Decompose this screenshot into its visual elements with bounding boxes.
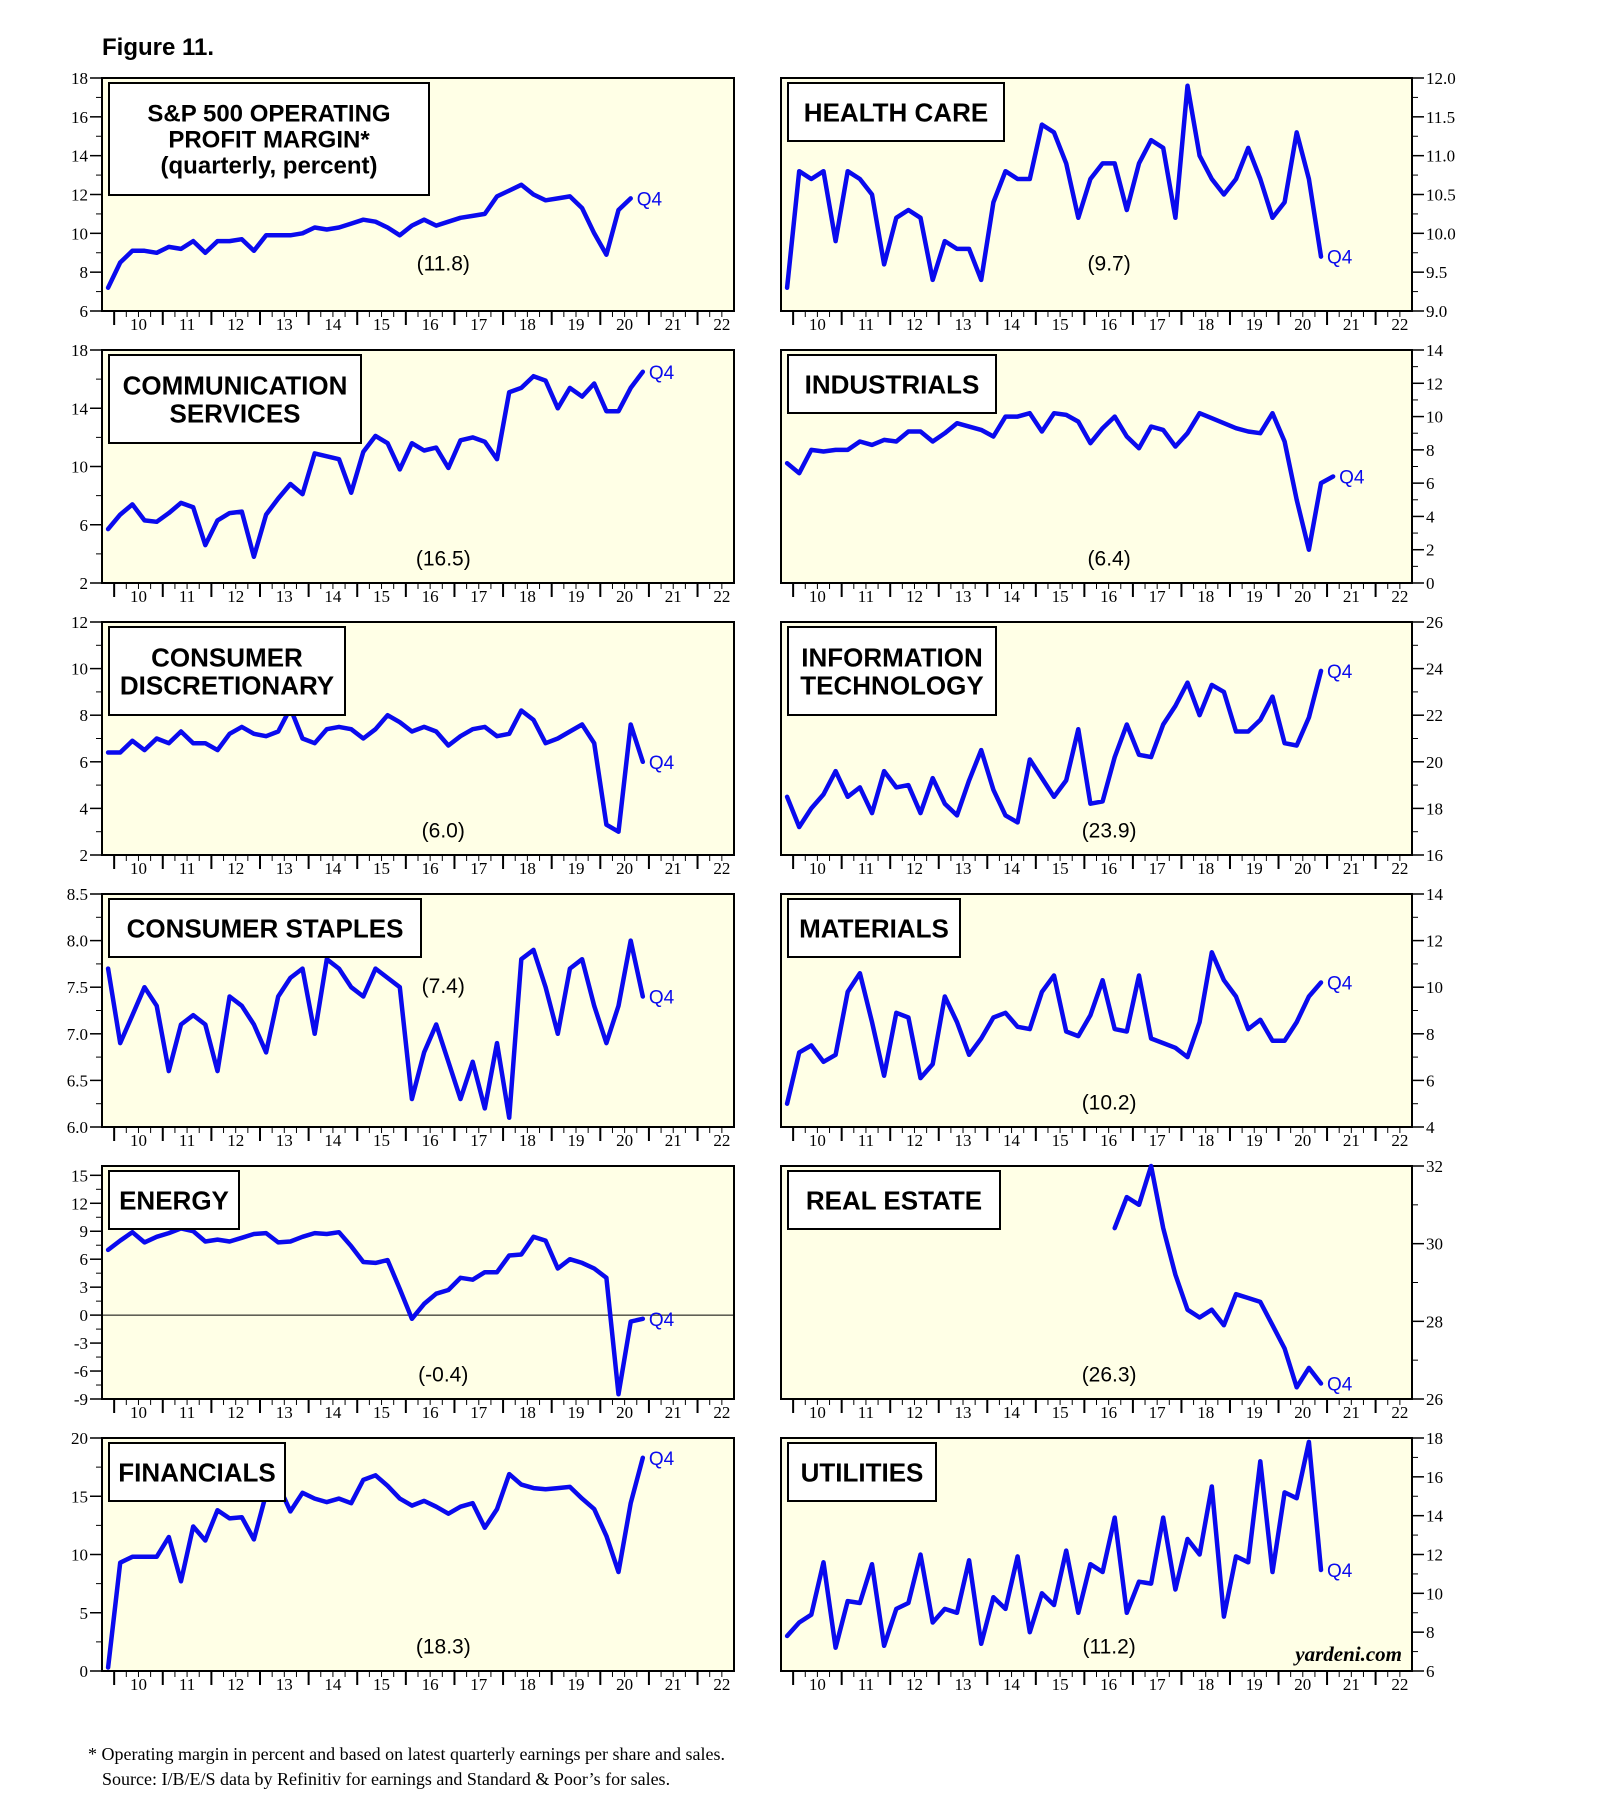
x-tick-label: 11 — [857, 1675, 875, 1694]
y-tick-label: -9 — [73, 1390, 88, 1409]
x-tick-label: 19 — [1245, 1403, 1263, 1422]
x-tick-label: 22 — [1391, 315, 1409, 334]
x-tick-label: 15 — [1051, 859, 1069, 878]
x-tick-label: 13 — [954, 859, 972, 878]
x-tick-label: 11 — [857, 859, 875, 878]
y-tick-label: 16 — [1426, 846, 1443, 865]
x-tick-label: 21 — [1342, 1675, 1360, 1694]
x-tick-label: 14 — [1003, 1403, 1021, 1422]
x-tick-label: 15 — [373, 859, 391, 878]
x-tick-label: 14 — [1003, 315, 1021, 334]
x-tick-label: 19 — [1245, 587, 1263, 606]
x-tick-label: 13 — [954, 1675, 972, 1694]
y-tick-label: 3 — [79, 1278, 88, 1298]
x-tick-label: 19 — [567, 315, 585, 334]
x-tick-label: 19 — [567, 1403, 585, 1422]
x-tick-label: 13 — [275, 587, 293, 606]
x-tick-label: 14 — [1003, 1131, 1021, 1150]
x-tick-label: 12 — [227, 587, 245, 606]
x-tick-label: 17 — [1148, 315, 1166, 334]
y-tick-label: 16 — [1426, 1467, 1443, 1487]
x-tick-label: 14 — [324, 1403, 342, 1422]
y-tick-label: 7.5 — [66, 978, 88, 998]
x-tick-label: 13 — [275, 1131, 293, 1150]
chart-title: DISCRETIONARY — [119, 670, 335, 701]
y-tick-label: 18 — [1426, 1429, 1443, 1448]
x-tick-label: 14 — [1003, 859, 1021, 878]
y-tick-label: 10 — [1426, 1584, 1443, 1604]
y-tick-label: 10.5 — [1426, 185, 1456, 205]
x-tick-label: 15 — [373, 1131, 391, 1150]
x-tick-label: 11 — [857, 1403, 875, 1422]
y-tick-label: 6 — [1426, 1662, 1435, 1681]
x-tick-label: 12 — [227, 859, 245, 878]
y-tick-label: 20 — [71, 1429, 88, 1448]
x-tick-label: 15 — [1051, 315, 1069, 334]
x-tick-label: 20 — [1294, 1675, 1312, 1694]
end-label: Q4 — [1326, 973, 1353, 995]
x-tick-label: 22 — [713, 1675, 731, 1694]
x-tick-label: 10 — [129, 1675, 147, 1694]
x-tick-label: 10 — [129, 859, 147, 878]
y-tick-label: 0 — [1426, 574, 1435, 593]
y-tick-label: 14 — [1426, 1506, 1443, 1526]
x-tick-label: 13 — [954, 1403, 972, 1422]
y-tick-label: 6.5 — [66, 1071, 88, 1091]
end-label: Q4 — [648, 1448, 675, 1470]
y-tick-label: -3 — [73, 1334, 88, 1354]
x-tick-label: 18 — [518, 315, 536, 334]
x-tick-label: 22 — [713, 859, 731, 878]
y-tick-label: 8.5 — [66, 885, 88, 904]
x-tick-label: 14 — [324, 1675, 342, 1694]
latest-value-label: (23.9) — [1081, 819, 1137, 843]
x-tick-label: 10 — [808, 1131, 826, 1150]
latest-value-label: (16.5) — [415, 547, 471, 571]
watermark: yardeni.com — [1295, 1642, 1402, 1666]
x-tick-label: 10 — [808, 587, 826, 606]
y-tick-label: 10 — [1426, 407, 1443, 427]
y-tick-label: 6 — [79, 515, 88, 535]
y-tick-label: 6 — [1426, 474, 1435, 494]
x-tick-label: 17 — [470, 1403, 488, 1422]
chart-title: CONSUMER — [151, 642, 303, 673]
y-tick-label: 12 — [1426, 931, 1443, 951]
x-tick-label: 20 — [616, 1403, 634, 1422]
x-tick-label: 21 — [664, 587, 682, 606]
y-tick-label: 32 — [1426, 1157, 1443, 1176]
x-tick-label: 13 — [275, 1675, 293, 1694]
y-tick-label: 16 — [71, 107, 88, 127]
x-tick-label: 16 — [421, 1403, 439, 1422]
chart-real-estate — [781, 1157, 1443, 1422]
x-tick-label: 13 — [275, 859, 293, 878]
y-tick-label: 6 — [79, 752, 88, 772]
x-tick-label: 17 — [1148, 859, 1166, 878]
x-tick-label: 12 — [227, 315, 245, 334]
x-tick-label: 12 — [905, 1675, 923, 1694]
x-tick-label: 21 — [664, 1675, 682, 1694]
y-tick-label: 30 — [1426, 1234, 1443, 1254]
x-tick-label: 13 — [275, 1403, 293, 1422]
x-tick-label: 16 — [421, 1675, 439, 1694]
end-label: Q4 — [648, 1309, 675, 1331]
end-label: Q4 — [1326, 1374, 1353, 1396]
x-tick-label: 18 — [1197, 859, 1215, 878]
y-tick-label: 11.0 — [1426, 146, 1456, 166]
x-tick-label: 18 — [518, 1675, 536, 1694]
x-tick-label: 16 — [1100, 1131, 1118, 1150]
x-tick-label: 18 — [518, 1403, 536, 1422]
x-tick-label: 11 — [178, 859, 196, 878]
x-tick-label: 10 — [129, 1131, 147, 1150]
chart-information-technology — [781, 613, 1444, 878]
x-tick-label: 11 — [178, 1131, 196, 1150]
x-tick-label: 18 — [1197, 1131, 1215, 1150]
footnote — [88, 1742, 725, 1792]
x-tick-label: 14 — [324, 587, 342, 606]
x-tick-label: 12 — [905, 1131, 923, 1150]
x-tick-label: 18 — [518, 859, 536, 878]
end-label: Q4 — [648, 752, 675, 774]
end-label: Q4 — [1326, 661, 1353, 683]
x-tick-label: 12 — [227, 1403, 245, 1422]
x-tick-label: 20 — [1294, 587, 1312, 606]
chart-title: TECHNOLOGY — [800, 670, 984, 701]
x-tick-label: 18 — [518, 1131, 536, 1150]
latest-value-label: (26.3) — [1081, 1363, 1137, 1387]
x-tick-label: 10 — [808, 315, 826, 334]
chart-title: SERVICES — [169, 398, 301, 429]
latest-value-label: (9.7) — [1087, 252, 1131, 276]
chart-title: INFORMATION — [801, 642, 983, 673]
x-tick-label: 15 — [373, 587, 391, 606]
end-label: Q4 — [636, 189, 663, 211]
y-tick-label: 4 — [1426, 507, 1435, 527]
x-tick-label: 12 — [227, 1131, 245, 1150]
x-tick-label: 20 — [1294, 1403, 1312, 1422]
y-tick-label: 9 — [79, 1222, 88, 1242]
x-tick-label: 21 — [1342, 1403, 1360, 1422]
y-tick-label: 4 — [1426, 1118, 1435, 1137]
footnote-source: Source: I/B/E/S data by Refinitiv for earnings and Standard & Poor’s for sales. — [102, 1769, 671, 1789]
x-tick-label: 20 — [616, 315, 634, 334]
x-tick-label: 18 — [1197, 315, 1215, 334]
x-tick-label: 18 — [1197, 587, 1215, 606]
y-tick-label: 12 — [71, 185, 88, 205]
y-tick-label: 8 — [1426, 440, 1435, 460]
x-tick-label: 17 — [1148, 587, 1166, 606]
x-tick-label: 16 — [1100, 1675, 1118, 1694]
x-tick-label: 20 — [1294, 1131, 1312, 1150]
x-tick-label: 20 — [1294, 859, 1312, 878]
chart-communication — [71, 341, 734, 606]
x-tick-label: 17 — [470, 1131, 488, 1150]
x-tick-label: 11 — [178, 587, 196, 606]
x-tick-label: 22 — [713, 1403, 731, 1422]
y-tick-label: 0 — [79, 1306, 88, 1326]
y-tick-label: 12 — [71, 613, 88, 632]
x-tick-label: 16 — [421, 859, 439, 878]
x-tick-label: 21 — [664, 1403, 682, 1422]
x-tick-label: 20 — [1294, 315, 1312, 334]
y-tick-label: 20 — [1426, 752, 1443, 772]
y-tick-label: 4 — [79, 799, 88, 819]
y-tick-label: 6 — [1426, 1071, 1435, 1091]
end-label: Q4 — [1339, 467, 1365, 489]
x-tick-label: 16 — [1100, 1403, 1118, 1422]
x-tick-label: 10 — [129, 1403, 147, 1422]
y-tick-label: 6 — [79, 1250, 88, 1270]
x-tick-label: 11 — [857, 315, 875, 334]
chart-title: ENERGY — [119, 1185, 229, 1216]
chart-title: CONSUMER STAPLES — [126, 913, 404, 944]
y-tick-label: 9.0 — [1426, 302, 1448, 321]
chart-utilities — [781, 1429, 1444, 1694]
latest-value-label: (-0.4) — [418, 1363, 469, 1387]
end-label: Q4 — [648, 362, 675, 384]
x-tick-label: 16 — [1100, 859, 1118, 878]
x-tick-label: 19 — [567, 1131, 585, 1150]
y-tick-label: 18 — [71, 69, 88, 88]
y-tick-label: 18 — [71, 341, 88, 360]
x-tick-label: 17 — [470, 859, 488, 878]
x-tick-label: 11 — [178, 1403, 196, 1422]
x-tick-label: 14 — [1003, 1675, 1021, 1694]
chart-industrials — [781, 341, 1444, 606]
latest-value-label: (18.3) — [415, 1635, 471, 1659]
y-tick-label: 8 — [1426, 1623, 1435, 1643]
y-tick-label: 10.0 — [1426, 224, 1456, 244]
latest-value-label: (11.8) — [416, 252, 470, 276]
x-tick-label: 13 — [954, 1131, 972, 1150]
chart-title: REAL ESTATE — [805, 1185, 983, 1216]
x-tick-label: 15 — [373, 1675, 391, 1694]
x-tick-label: 12 — [905, 587, 923, 606]
x-tick-label: 22 — [1391, 859, 1409, 878]
y-tick-label: 10 — [71, 659, 88, 679]
y-tick-label: 10 — [71, 224, 88, 244]
y-tick-label: 2 — [1426, 540, 1435, 560]
x-tick-label: 15 — [1051, 587, 1069, 606]
x-tick-label: 11 — [178, 315, 196, 334]
x-tick-label: 15 — [1051, 1131, 1069, 1150]
x-tick-label: 19 — [567, 1675, 585, 1694]
y-tick-label: 12 — [1426, 374, 1443, 394]
y-tick-label: 10 — [71, 1545, 88, 1565]
y-tick-label: 8.0 — [66, 931, 88, 951]
chart-sp500 — [71, 69, 734, 334]
x-tick-label: 18 — [1197, 1675, 1215, 1694]
y-tick-label: 2 — [79, 574, 88, 593]
x-tick-label: 14 — [324, 859, 342, 878]
x-tick-label: 22 — [713, 315, 731, 334]
x-tick-label: 17 — [1148, 1131, 1166, 1150]
x-tick-label: 10 — [808, 1403, 826, 1422]
chart-healthcare — [781, 69, 1456, 334]
y-tick-label: 14 — [1426, 885, 1443, 904]
x-tick-label: 19 — [1245, 315, 1263, 334]
x-tick-label: 22 — [1391, 1403, 1409, 1422]
y-tick-label: 12 — [71, 1194, 88, 1214]
latest-value-label: (6.0) — [421, 819, 465, 843]
x-tick-label: 20 — [616, 587, 634, 606]
x-tick-label: 22 — [1391, 1131, 1409, 1150]
x-tick-label: 21 — [1342, 859, 1360, 878]
chart-title: INDUSTRIALS — [804, 369, 980, 400]
x-tick-label: 14 — [1003, 587, 1021, 606]
y-tick-label: 14 — [1426, 341, 1443, 360]
x-tick-label: 13 — [954, 315, 972, 334]
chart-title: FINANCIALS — [118, 1457, 276, 1488]
chart-title: MATERIALS — [799, 913, 949, 944]
x-tick-label: 21 — [1342, 315, 1360, 334]
x-tick-label: 20 — [616, 1131, 634, 1150]
x-tick-label: 12 — [227, 1675, 245, 1694]
chart-title: PROFIT MARGIN* — [168, 126, 370, 154]
x-tick-label: 10 — [808, 1675, 826, 1694]
x-tick-label: 17 — [470, 315, 488, 334]
chart-materials — [781, 885, 1444, 1150]
x-tick-label: 21 — [664, 315, 682, 334]
y-tick-label: 15 — [71, 1487, 88, 1507]
y-tick-label: 6 — [79, 302, 88, 321]
x-tick-label: 18 — [1197, 1403, 1215, 1422]
x-tick-label: 16 — [421, 587, 439, 606]
latest-value-label: (10.2) — [1081, 1091, 1137, 1115]
y-tick-label: 10 — [71, 457, 88, 477]
x-tick-label: 22 — [1391, 1675, 1409, 1694]
y-tick-label: 18 — [1426, 799, 1443, 819]
end-label: Q4 — [648, 987, 675, 1009]
x-tick-label: 15 — [1051, 1403, 1069, 1422]
x-tick-label: 19 — [1245, 859, 1263, 878]
x-tick-label: 22 — [1391, 587, 1409, 606]
y-tick-label: 5 — [79, 1603, 88, 1623]
chart-title: COMMUNICATION — [122, 370, 348, 401]
y-tick-label: 10 — [1426, 978, 1443, 998]
x-tick-label: 15 — [1051, 1675, 1069, 1694]
x-tick-label: 19 — [567, 587, 585, 606]
figure-title: Figure 11. — [102, 34, 215, 61]
x-tick-label: 17 — [470, 1675, 488, 1694]
x-tick-label: 13 — [954, 587, 972, 606]
y-tick-label: 28 — [1426, 1312, 1443, 1332]
latest-value-label: (6.4) — [1087, 547, 1131, 571]
latest-value-label: (7.4) — [421, 975, 465, 999]
x-tick-label: 15 — [373, 1403, 391, 1422]
y-tick-label: 12 — [1426, 1545, 1443, 1565]
x-tick-label: 22 — [713, 587, 731, 606]
y-tick-label: 12.0 — [1426, 69, 1456, 88]
x-tick-label: 12 — [905, 315, 923, 334]
chart-consumer-staples — [67, 885, 734, 1150]
y-tick-label: 8 — [79, 263, 88, 283]
x-tick-label: 17 — [1148, 1403, 1166, 1422]
y-tick-label: 15 — [71, 1166, 88, 1186]
x-tick-label: 10 — [129, 315, 147, 334]
x-tick-label: 10 — [808, 859, 826, 878]
y-tick-label: -6 — [73, 1362, 88, 1382]
x-tick-label: 17 — [1148, 1675, 1166, 1694]
x-tick-label: 11 — [857, 1131, 875, 1150]
x-tick-label: 12 — [905, 1403, 923, 1422]
x-tick-label: 20 — [616, 1675, 634, 1694]
y-tick-label: 2 — [79, 846, 88, 865]
x-tick-label: 21 — [1342, 587, 1360, 606]
x-tick-label: 20 — [616, 859, 634, 878]
x-tick-label: 12 — [905, 859, 923, 878]
end-label: Q4 — [1326, 1561, 1353, 1583]
y-tick-label: 26 — [1426, 613, 1443, 632]
x-tick-label: 16 — [421, 1131, 439, 1150]
chart-title: HEALTH CARE — [803, 97, 989, 128]
x-tick-label: 14 — [324, 315, 342, 334]
end-label: Q4 — [1326, 247, 1353, 269]
chart-consumer-discretionary — [71, 613, 734, 878]
y-tick-label: 8 — [1426, 1024, 1435, 1044]
chart-title: UTILITIES — [800, 1457, 924, 1488]
x-tick-label: 16 — [1100, 315, 1118, 334]
y-tick-label: 14 — [71, 146, 88, 166]
latest-value-label: (11.2) — [1082, 1635, 1136, 1659]
x-tick-label: 21 — [1342, 1131, 1360, 1150]
y-tick-label: 6.0 — [66, 1118, 88, 1137]
x-tick-label: 15 — [373, 315, 391, 334]
y-tick-label: 9.5 — [1426, 263, 1448, 283]
footnote-line-1: * Operating margin in percent and based on latest quarterly earnings per share and sales. — [88, 1744, 725, 1764]
y-tick-label: 11.5 — [1426, 107, 1456, 127]
y-tick-label: 22 — [1426, 706, 1443, 726]
y-tick-label: 14 — [71, 399, 88, 419]
chart-title: S&P 500 OPERATING — [147, 100, 391, 128]
x-tick-label: 21 — [664, 1131, 682, 1150]
x-tick-label: 13 — [275, 315, 293, 334]
y-tick-label: 26 — [1426, 1390, 1443, 1409]
x-tick-label: 16 — [421, 315, 439, 334]
x-tick-label: 10 — [129, 587, 147, 606]
x-tick-label: 19 — [1245, 1131, 1263, 1150]
x-tick-label: 14 — [324, 1131, 342, 1150]
x-tick-label: 19 — [567, 859, 585, 878]
chart-title: (quarterly, percent) — [160, 152, 378, 180]
chart-energy — [71, 1166, 734, 1422]
y-tick-label: 0 — [79, 1662, 88, 1681]
x-tick-label: 21 — [664, 859, 682, 878]
y-tick-label: 7.0 — [66, 1024, 88, 1044]
y-tick-label: 8 — [79, 706, 88, 726]
x-tick-label: 17 — [470, 587, 488, 606]
chart-financials — [71, 1429, 734, 1694]
x-tick-label: 11 — [857, 587, 875, 606]
x-tick-label: 19 — [1245, 1675, 1263, 1694]
x-tick-label: 11 — [178, 1675, 196, 1694]
x-tick-label: 18 — [518, 587, 536, 606]
y-tick-label: 24 — [1426, 659, 1443, 679]
x-tick-label: 16 — [1100, 587, 1118, 606]
x-tick-label: 22 — [713, 1131, 731, 1150]
